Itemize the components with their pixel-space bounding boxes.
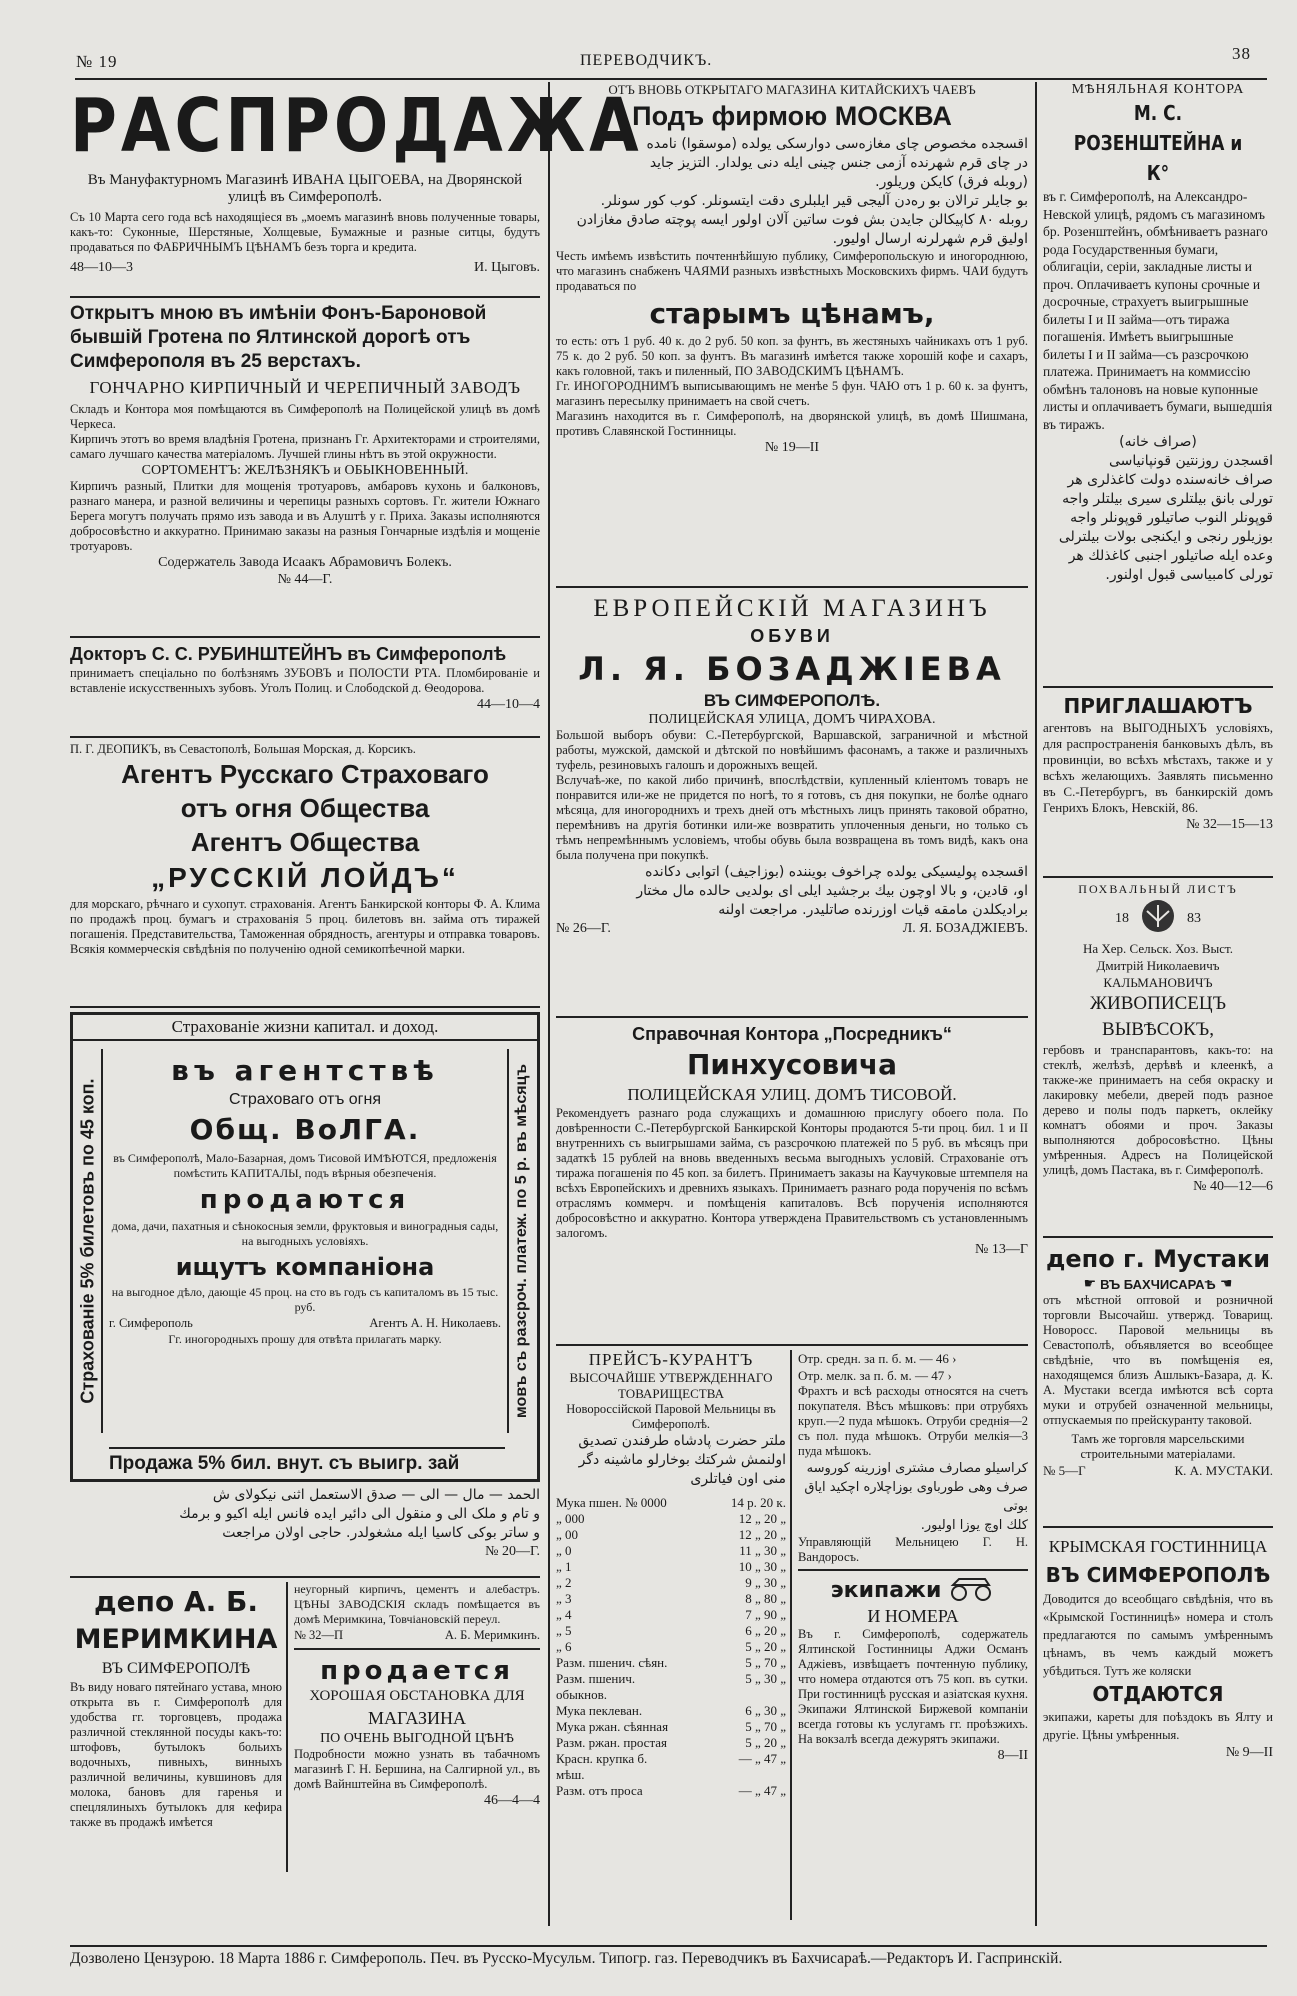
price-row [556,1623,786,1639]
price-item-name: Разм. пшенич. обыкнов. [556,1671,636,1702]
price-row [556,1511,786,1527]
brick-body: неугорный кирпичъ, цементъ и алебастръ. ЦѢНЫ ЗАВОДСКІЯ складъ помѣщается въ домѣ Меримкина, Товчіановскій переул. [294,1582,540,1626]
price-item-name: „ 0 [556,1543,572,1558]
volga-body1: въ Симферополѣ, Мало-Базарная, домъ Тисовой ИМѢЮТСЯ, предложенія помѣстить КАПИТАЛЫ, подъ вѣрныя обезпеченія. [113,1151,497,1180]
price-row [556,1719,786,1735]
carriage-ref: 8—II [997,1748,1028,1763]
arabic1-ref: № 20—Г. [485,1544,540,1559]
furniture-headline: продается [320,1656,514,1686]
volga-city: г. Симферополь [109,1316,193,1330]
price-item-name: „ 3 [556,1591,572,1606]
ad-factory [70,302,540,632]
volga-body2: дома, дачи, пахатныя и сѣнокосныя земли, фруктовыя и виноградныя сады, на выгодныхъ условіяхъ. [111,1219,499,1248]
volga-note: Гг. иногородныхъ прошу для отвѣта прилагать марку. [168,1332,442,1346]
price-item-name: „ 2 [556,1575,572,1590]
factory-body2: Кирпичъ этотъ во время владѣнія Гротена, признанъ Гг. Архитекторами и строителями, самаго лучшаго качества матеріаломъ. Лучшей глины нѣтъ въ этой окружности. [70,432,540,461]
price-item-value: 9 „ 30 „ [745,1575,786,1590]
column-3 [1043,82,1273,1834]
ad-volga [70,1012,540,1482]
agent-line1: Агентъ Русскаго Страховаго [121,759,489,789]
volga-top: Страхованіе жизни капитал. и доход. [73,1015,537,1041]
price-ar2: اولنمش شرکتك بوخارلو ماشینە دگر [578,1452,786,1468]
doctor-ref: 44—10—4 [477,697,540,712]
office-line3: ПОЛИЦЕЙСКАЯ УЛИЦ. ДОМЪ ТИСОВОЙ. [627,1085,957,1104]
shoes-line5: ПОЛИЦЕЙСКАЯ УЛИЦА, ДОМЪ ЧИРАХОВА. [648,712,936,727]
volga-left-vertical: Страхованіе 5% билетовъ по 45 коп. [77,1078,98,1404]
tea-ar4: بو جایلر ترالان بو رەدن آلیجی قیر ایلبلری دقت ایتسونلر. کوب کور سونلر. [600,193,1028,209]
price-row [556,1735,786,1751]
price-side2: Отр. мелк. за п. б. м. — 47 › [798,1368,952,1383]
agent-body: для морскаго, рѣчнаго и сухопут. страхованія. Агентъ Банкирской конторы Ф. А. Клима по продажѣ проц. бумагъ и страхованія 5 проц. билетовъ вн. займа отъ тиражей погашенія. Представительства, Таможенная обрядность, агентуры и отправка товаровъ. Всякія коммерческія свѣдѣнія по полученію одной семикопѣечной марки. [70,897,540,956]
volga-name: Общ. ВоЛГА. [189,1113,421,1146]
mustaki-place: ВЪ БАХЧИСАРАѢ [1100,1277,1216,1292]
exchange-ar5: بوزیلور رنجی و ایکنجی بولات بیلترلی [1058,529,1273,545]
price-ar4: کراسیلو مصارف مشتری اوزرینە کوروسە صرف وهی طورباوی بوزاچلارە اچکید ایاق بوتی [804,1461,1028,1514]
price-item-value: 10 „ 30 „ [738,1559,786,1574]
exchange-line2: М. С. РОЗЕНШТЕЙНА и К° [1073,101,1243,185]
eagle-emblem-icon [1139,897,1177,940]
price-h2: ВЫСОЧАЙШЕ УТВЕРЖДЕННАГО ТОВАРИЩЕСТВА [569,1370,773,1401]
tea-ar1: اقسجدە مخصوص چای مغازەسی دوارسکی یولدە (موسقوا) نامدە [646,136,1028,152]
sale-body: Съ 10 Марта сего года всѣ находящіеся въ „моемъ магазинѣ вновь полученные товары, какъ-то: Суконные, Шерстяные, Холщевые, Бумажные и разные ситцы, будутъ продаваться по ФАБРИЧНЫМЪ ЦѢНАМЪ безъ торга и кредита. [70,210,540,254]
price-row [556,1559,786,1575]
shoes-body1: Большой выборъ обуви: С.-Петербургской, Варшавской, заграничной и мѣстной работы, мужской, дамской и дѣтской по новѣйшимъ фасонамъ, а также и различныхъ туфель, резиновыхъ галошъ и дорожныхъ вещей. [556,728,1028,772]
hotel-line2: ВЪ СИМФЕРОПОЛѢ [1045,1563,1271,1587]
tea-top: ОТЪ ВНОВЬ ОТКРЫТАГО МАГАЗИНА КИТАЙСКИХЪ ЧАЕВЪ [608,82,976,97]
volga-agency: въ агентствѣ [171,1054,439,1087]
page-number: 38 [1232,44,1251,63]
carriage-body: Въ г. Симферополѣ, содержатель Ялтинской Гостинницы Аджи Османъ Аджіевъ, извѣщаетъ почтенную публику, что номера отдаются отъ 75 коп. въ сутки. При гостинницѣ русская и азіатская кухня. Экипажи Ялтинской Биржевой компаніи всегда готовы къ услугамъ гг. проѣзжихъ. На вокзалѣ всегда дежурятъ экипажи. [798,1627,1028,1746]
right-sub-block [288,1582,540,1872]
exchange-ar2: صراف خانەسندە دولت کاغذلری هر [1067,472,1273,488]
furniture-sub2: МАГАЗИНА [367,1708,466,1728]
doctor-body: принимаетъ спеціально по болѣзнямъ ЗУБОВЪ и ПОЛОСТИ РТА. Пломбированіе и вставленіе искусственныхъ зубовъ. Уголъ Полиц. и Слободской д. Ѳеодорова. [70,666,540,695]
agent-line3: Агентъ Общества [190,827,420,857]
tea-body2: то есть: отъ 1 руб. 40 к. до 2 руб. 50 коп. за фунтъ, въ жестяныхъ чайникахъ отъ 1 руб. 75 к. до 2 руб. 50 коп. за фунтъ. Въ магазинѣ имѣется также хорошій кофе и сахаръ, какъ головной, такъ и пиленный, ПО ЗАВОДСКИМЪ ЦѢНАМЪ. [556,334,1028,378]
ad-shoes [556,592,1028,1012]
mustaki-sign: К. А. МУСТАКИ. [1174,1463,1273,1478]
hotel-body: Доводится до всеобщаго свѣдѣнія, что въ «Крымской Гостинницѣ» номера и столъ предлагаются по самымъ умѣреннымъ цѣнамъ, въ чемъ каждый можетъ убѣдиться. Тутъ же коляски [1043,1592,1273,1678]
exchange-line1: МѢНЯЛЬНАЯ КОНТОРА [1071,82,1245,97]
shoes-ar1: اقسجدە پولیسیکی یولدە چراخوف بوینندە (بوزاجیف) اتوابی دکاندە [645,864,1028,880]
column-2 [556,82,1028,1920]
exchange-body: въ г. Симферополѣ, на Александро-Невской улицѣ, рядомъ съ магазиномъ бр. Розенштейнъ, обмѣниваетъ разнаго рода Государственныя бумаги, облигаціи, серіи, закладные листы и проч. Оплачиваетъ купоны срочные и досрочные, страхуетъ выигрышные билеты I и II займа—отъ тиража погашенія. Имѣетъ выигрышные билеты I и II займа—съ разсрочкою платежа. Принимаетъ на коммиссію обмѣнъ талоновъ на новые купонные листы и оплачиваетъ бумаги, вышедшія въ тиражъ. [1043,189,1273,432]
office-ref: № 13—Г [975,1242,1028,1257]
mustaki-body: отъ мѣстной оптовой и розничной торговли Высочайш. утвержд. Товарищ. Новоросс. Паровой мельницы въ Севастополѣ, объявляется во всеобщее свѣдѣніе, что въ помѣщенія ея, находящемся близъ Ашлыкъ-Базара, д. К. А. Мустаки всегда имѣются всѣ сорта муки и отрубей означенной мельницы, отпускаемыя по прейскуранту таковой. [1043,1293,1273,1427]
volga-body3: на выгодное дѣло, дающіе 45 проц. на сто въ годъ съ капиталомъ въ 15 тыс. руб. [111,1285,499,1314]
price-item-name: „ 5 [556,1623,572,1638]
arabic1-line3: و ساتر بوکی کاسیا ایلە مشغولدر. حاجی اولان مراجعت [222,1525,540,1541]
tea-body1: Честь имѣемъ извѣстить почтеннѣйшую публику, Симферопольскую и иногороднюю, что магазинъ снабженъ ЧАЯМИ разныхъ извѣстныхъ Московскихъ фирмъ. ЧАИ будутъ продаваться по [556,249,1028,293]
volga-seek: ищутъ компаніона [175,1253,435,1281]
price-side1: Отр. средн. за п. б. м. — 46 › [798,1351,957,1366]
painter-year2: 83 [1187,910,1201,926]
sale-headline: РАСПРОДАЖА [70,84,643,170]
exchange-ar3: تورلی بانق بیلتلری سیری بیلتلر واجە [1062,491,1273,507]
furniture-body: Подробности можно узнать въ табачномъ магазинѣ Г. Н. Бершина, на Салгирной ул., въ домѣ Вайнштейна въ Симферополѣ. [294,1747,540,1791]
furniture-sub3: ПО ОЧЕНЬ ВЫГОДНОЙ ЦѢНѢ [320,1731,514,1746]
price-item-name: Красн. крупка б. мѣш. [556,1751,648,1782]
painter-exhib: На Хер. Сельск. Хоз. Выст. [1082,941,1233,956]
arabic1-line2: و تام و ملک الی و منقول الی دائیر ایدە فانس ایلە اکیو و برمك [179,1506,540,1522]
price-item-name: Мука пшен. № 0000 [556,1495,667,1510]
office-body: Рекомендуетъ разнаго рода служащихъ и домашнюю прислугу обоего пола. По довѣренности С.-Петербургской Банкирской Конторы продаются 5-ти проц. бил. 1 и II внутреннихъ съ выигрышами займа, съ разсрочкою платежей по 5 руб. въ мѣсяцъ при задаткѣ 15 рублей на вновь введенныхъ весьма выгодныхъ условій. Страхованіе отъ тиража погашенія по 45 коп. за билетъ. Принимаетъ заказы на Каучуковые штемпеля на всѣхъ Европейскихъ и древнихъ языкахъ. Принимаетъ разнаго рода порученія по всѣмъ отраслямъ коммерч. и помѣщенія капиталовъ. Всѣ порученія исполняются добросовѣстно и аккуратно. Контора утверждена Правительствомъ съ установленнымъ залогомъ. [556,1106,1028,1240]
price-item-name: „ 6 [556,1639,572,1654]
shoes-ar3: برادیکلدن مامقە قیات اوزرندە صاتلیدر. مراجعت اولنە [718,902,1028,918]
brick-ref: № 32—П [294,1628,344,1642]
ad-arabic-1 [70,1486,540,1572]
price-row [556,1751,786,1783]
doctor-headline: Докторъ С. С. РУБИНШТЕЙНЪ въ Симферополѣ [70,644,507,664]
mustaki-headline: депо г. Мустаки [1045,1245,1271,1273]
price-item-name: „ 1 [556,1559,572,1574]
painter-top: ПОХВАЛЬНЫЙ ЛИСТЪ [1078,882,1238,896]
column-rule-2 [1035,82,1037,1926]
price-item-value: 5 „ 20 „ [745,1639,786,1654]
invite-ref: № 32—15—13 [1186,817,1273,832]
factory-body1: Складъ и Контора моя помѣщаются въ Симферополѣ на Полицейской улицѣ въ домѣ Черкеса. [70,402,540,431]
price-item-name: „ 4 [556,1607,572,1622]
ad-price-list [556,1350,792,1920]
price-ar1: ملتر حضرت پادشاه طرفندن تصدیق [578,1433,786,1449]
price-item-value: 14 р. 20 к. [730,1495,786,1510]
price-side3: Фрахтъ и всѣ расходы относятся на счетъ покупателя. Вѣсъ мѣшковъ: при отрубяхъ круп.—2 пуда мѣшокъ. Отруби среднія—2 съ пол. пуда мѣшокъ. Отруби мелкія—3 пуда мѣшокъ. [798,1384,1028,1458]
painter-name: Дмитрій Николаевичъ КАЛЬМАНОВИЧЪ [1096,958,1220,990]
painter-title: ЖИВОПИСЕЦЪ ВЫВѢСОКЪ, [1090,993,1226,1040]
brick-sign: А. Б. Меримкинъ. [444,1628,540,1642]
carriage-line2: И НОМЕРА [867,1606,959,1626]
invite-headline: ПРИГЛАШАЮТЪ [1063,694,1253,718]
tea-ar5: روبلە ٨٠ کاپیکالن جایدن بش فوت ساتین آلان اولور ایسە پوچتە صادق مغازادن اولیق قرم شهرلرنە ارسال اولیور. [576,212,1028,247]
furniture-ref: 46—4—4 [484,1793,540,1808]
hotel-body2: экипажи, кареты для поѣздокъ въ Ялту и другіе. Цѣны умѣренныя. [1043,1710,1273,1742]
bottom-mid-block [556,1350,1028,1920]
shoes-body2: Вслучаѣ-же, по какой либо причинѣ, впослѣдствіи, купленный кліентомъ товаръ не понравится или-же не придется по ногѣ, то я готовъ, съ дня покупки, не болѣе однаго мѣсяца, для иногороднихъ и трехъ дней отъ мѣстныхъ лицъ принять таковой обратно, перемѣнивъ на другія ботинки или-же возвратить уплоченныя деньги, но только съ тѣмъ непремѣннымъ условіемъ, чтобы обувь была возвращена въ томъ видѣ, какъ она была получена при покупкѣ. [556,773,1028,862]
carriage-icon [947,1575,995,1606]
price-item-value: 6 „ 20 „ [745,1623,786,1638]
tea-ref: № 19—II [764,440,820,455]
price-table [556,1495,786,1799]
factory-headline: Открытъ мною въ имѣніи Фонъ-Бароновой бывшій Гротена по Ялтинской дорогѣ отъ Симферополя въ 25 верстахъ. [70,303,487,372]
exchange-ar-title: (صراف خانە) [1119,434,1197,450]
price-item-value: 5 „ 30 „ [745,1671,786,1686]
newspaper-title: ПЕРЕВОДЧИКЪ. [580,52,713,69]
shoes-sign: Л. Я. БОЗАДЖІЕВЪ. [902,921,1028,936]
volga-bottom: Продажа 5% бил. внут. съ выигр. зай [109,1447,505,1475]
sale-sub: Въ Мануфактурномъ Магазинѣ ИВАНА ЦЫГОЕВА, на Дворянской улицѣ въ Симферополѣ. [87,172,523,205]
merimkin-depot: депо А. Б. [94,1585,258,1618]
bottom-left-block [70,1582,540,1872]
sale-ref: 48—10—3 [70,260,133,275]
mustaki-body2: Тамъ же торговля марсельскими строительными матеріалами. [1071,1432,1245,1461]
price-item-name: „ 000 [556,1511,585,1526]
volga-sell: продаются [199,1185,411,1215]
ad-sale [70,82,643,292]
price-item-value: 12 „ 20 „ [738,1511,786,1526]
shoes-line2: ОБУВИ [750,626,834,646]
merimkin-body: Въ виду новаго пятейнаго устава, мною открыта въ г. Симферополѣ для удобства гг. торговцевъ, продажа различной стеклянной посуды какъ-то: штофовъ, бутылокъ больихъ водочныхъ, пивныхъ, винныхъ различной величины, кувшиновъ для молока, бановъ для гаренья и спецлялиныхъ бутылокъ для кефира также въ продажѣ имѣется [70,1680,282,1829]
merimkin-city: ВЪ СИМФЕРОПОЛѢ [101,1660,251,1677]
price-item-value: 8 „ 80 „ [745,1591,786,1606]
mustaki-ref: № 5—Г [1043,1463,1086,1478]
merimkin-name: МЕРИМКИНА [74,1624,278,1655]
hotel-big: ОТДАЮТСЯ [1092,1682,1224,1706]
agent-line2: отъ огня Общества [180,793,430,823]
price-h1: ПРЕЙСЪ-КУРАНТЪ [588,1350,754,1369]
invite-body: агентовъ на ВЫГОДНЫХЪ условіяхъ, для распространенія банковыхъ дѣлъ, въ провинціи, во всѣхъ мѣстахъ, также и у всѣхъ желающихъ. Заявлять письменно въ С.-Петербургъ, въ банкирскій домъ Генрихъ Блокъ, Невскій, 86. [1043,720,1273,815]
agent-line4: „РУССКІЙ ЛОЙДЪ“ [151,862,459,893]
volga-right-vertical: мовъ съ разсроч. платеж. по 5 р. въ мѣсяцъ [513,1063,530,1419]
shoes-line3: Л. Я. БОЗАДЖІЕВА [578,650,1006,688]
tea-headline: Подъ фирмою МОСКВА [632,101,952,131]
hotel-line1: КРЫМСКАЯ ГОСТИННИЦА [1048,1537,1268,1556]
tea-body4: Магазинъ находится въ г. Симферополѣ, на дворянской улицѣ, въ домѣ Шишмана, противъ Славянской Гостинницы. [556,409,1028,438]
price-row [556,1575,786,1591]
price-item-value: 6 „ 30 „ [745,1703,786,1718]
column-rule-1 [548,82,550,1926]
price-row [556,1527,786,1543]
price-manager: Управляющій Мельницею Г. Н. Вандоросъ. [798,1535,1028,1564]
ad-office [556,1022,1028,1340]
footer-text: Дозволено Цензурою. 18 Марта 1886 г. Симферополь. Печ. въ Русско-Мусульм. Типогр. газ. Переводчикъ въ Бахчисараѣ.—Редакторъ И. Гаспринскій. [70,1950,1063,1967]
painter-body: гербовъ и транспарантовъ, какъ-то: на стеклѣ, желѣзѣ, дерѣвѣ и клеенкѣ, а также-же принимаетъ на себя окраску и лакировку мебели, дверей подъ разное дерево и полы подъ паркетъ, оклейку комнатъ обоями и проч. Заказы выполняются добросовѣстно. Цѣны умѣренныя. Адресъ на Полицейской улицѣ, домъ Пастака, въ г. Симферополѣ. [1043,1043,1273,1177]
price-row [556,1639,786,1655]
ad-hotel [1043,1534,1273,1834]
price-item-value: — „ 47 „ [738,1783,786,1798]
price-item-value: 5 „ 20 „ [745,1735,786,1750]
ad-painter [1043,882,1273,1232]
tea-price-head: старымъ цѣнамъ, [649,297,935,330]
carriage-line1: экипажи [830,1578,942,1603]
price-item-value: 11 „ 30 „ [739,1543,786,1558]
furniture-sub1: ХОРОШАЯ ОБСТАНОВКА ДЛЯ [309,1688,525,1704]
right-mid-sub [792,1350,1028,1920]
volga-of: Страховаго отъ огня [229,1091,381,1108]
shoes-line1: ЕВРОПЕЙСКІЙ МАГАЗИНЪ [593,595,991,622]
agent-intro: П. Г. ДЕОПИКЪ, въ Севастополѣ, Большая Морская, д. Корсикъ. [70,742,416,756]
price-item-name: „ 00 [556,1527,579,1542]
factory-title: ГОНЧАРНО КИРПИЧНЫЙ И ЧЕРЕПИЧНЫЙ ЗАВОДЪ [89,378,521,397]
price-item-name: Мука ржан. сѣянная [556,1719,669,1734]
exchange-ar1: اقسجدن روزنتین قونپانیاسی [1108,453,1273,469]
shoes-ar2: او، قادین، و بالا اوچون بیك برجشید ایلی ای بولدیی حالدە مال مختار [636,883,1028,899]
price-row [556,1543,786,1559]
ad-tea [556,82,1028,582]
issue-number: № 19 [76,52,118,71]
shoes-ref: № 26—Г. [556,921,611,936]
price-item-name: Разм. ржан. простая [556,1735,668,1750]
ad-exchange [1043,82,1273,682]
price-item-value: — „ 47 „ [738,1751,786,1766]
tea-ar3: (روبلە فرق) کایکن وریلور. [875,174,1028,190]
tea-ar2: در چای قرم شهرندە آزمی جنس چینی ایلە دنی یولدار. التزیز جاید [649,155,1028,171]
imprint-footer [70,1945,1267,1968]
exchange-ar6: وعدە ایلە صاتیلور اجنبی کاغذلك هر [1068,548,1273,564]
ad-doctor [70,642,540,732]
exchange-ar7: تورلی کامبیاسی قبول اولنور. [1105,567,1273,583]
price-row [556,1591,786,1607]
tea-body3: Гг. ИНОГОРОДНИМЪ выписывающимъ не менѣе 5 фун. ЧАЮ отъ 1 р. 60 к. за фунтъ, магазинъ пересылку принимаетъ на свой счетъ. [556,379,1028,408]
price-item-value: 5 „ 70 „ [745,1719,786,1734]
factory-assort: СОРТОМЕНТЪ: ЖЕЛѢЗНЯКЪ и ОБЫКНОВЕННЫЙ. [141,463,469,478]
price-row [556,1703,786,1719]
factory-ref: № 44—Г. [277,572,333,587]
office-line2: Пинхусовича [687,1048,897,1081]
shoes-line4: ВЪ СИМФЕРОПОЛѢ. [703,691,881,710]
price-item-name: Мука пеклеван. [556,1703,643,1718]
price-row [556,1495,786,1511]
factory-body3: Кирпичъ разный, Плитки для мощенія тротуаровъ, амбаровъ кухонь и балконовъ, разнаго манера, и разной величины и черепицы разныхъ сортовъ. Гг. жители Южнаго Берега могутъ получать прямо изъ завода и въ Алуштѣ у г. Приха. Заказы исполняются добросовѣстно и аккуратно. Принимаю заказы на разныя Гончарные издѣлія и мощеніе тротуаровъ. [70,479,540,553]
price-ar5: کلك اوچ یوزا اولیور. [920,1518,1028,1533]
exchange-ar4: قوپونلر النوب صاتیلور قوپونلر واجە [1070,510,1273,526]
ad-insurance-agent [70,742,540,1002]
factory-owner: Содержатель Завода Исаакъ Абрамовичъ Болекъ. [158,555,452,570]
sale-sign: И. Цыговъ. [473,260,540,275]
price-ar3: منی اون فیاتلری [690,1471,786,1487]
price-row [556,1607,786,1623]
hotel-ref: № 9—II [1225,1745,1273,1760]
price-row [556,1783,786,1799]
price-row [556,1671,786,1703]
arabic1-line1: الحمد — مال — الی — صدق الاستعمل اثنی نیکولای ش [212,1487,540,1503]
volga-signer: Агентъ А. Н. Николаевъ. [369,1316,501,1330]
ad-mustaki: депо г. Мустаки ☛ ВЪ БАХЧИСАРАѢ ☚ отъ мѣстной оптовой и розничной торговли Высочайш. утвержд. Товарищ. Новоросс. Паровой мельницы въ Севастополѣ, объявляется во всеобщее свѣдѣніе, что въ помѣщенія ея, находящемся близъ Ашлыкъ-Базара, д. К. А. Мустаки всегда имѣются всѣ сорта муки и отрубей означенной мельницы, отпускаемыя по прейскуранту таковой. Тамъ же торговля марсельскими строительными матеріалами. № 5—Г К. А. МУСТАКИ. [1043,1242,1273,1522]
price-h3: Новороссійской Паровой Мельницы въ Симферополѣ. [566,1402,776,1431]
ad-merimkin [70,1582,288,1872]
price-item-value: 7 „ 90 „ [745,1607,786,1622]
price-item-value: 12 „ 20 „ [738,1527,786,1542]
painter-year1: 18 [1115,910,1129,926]
office-line1: Справочная Контора „Посредникъ“ [632,1024,952,1044]
price-item-name: Разм. отъ проса [556,1783,643,1798]
price-item-name: Разм. пшенич. сѣян. [556,1655,668,1670]
price-item-value: 5 „ 70 „ [745,1655,786,1670]
ad-invite [1043,692,1273,872]
price-row [556,1655,786,1671]
painter-ref: № 40—12—6 [1193,1179,1273,1194]
